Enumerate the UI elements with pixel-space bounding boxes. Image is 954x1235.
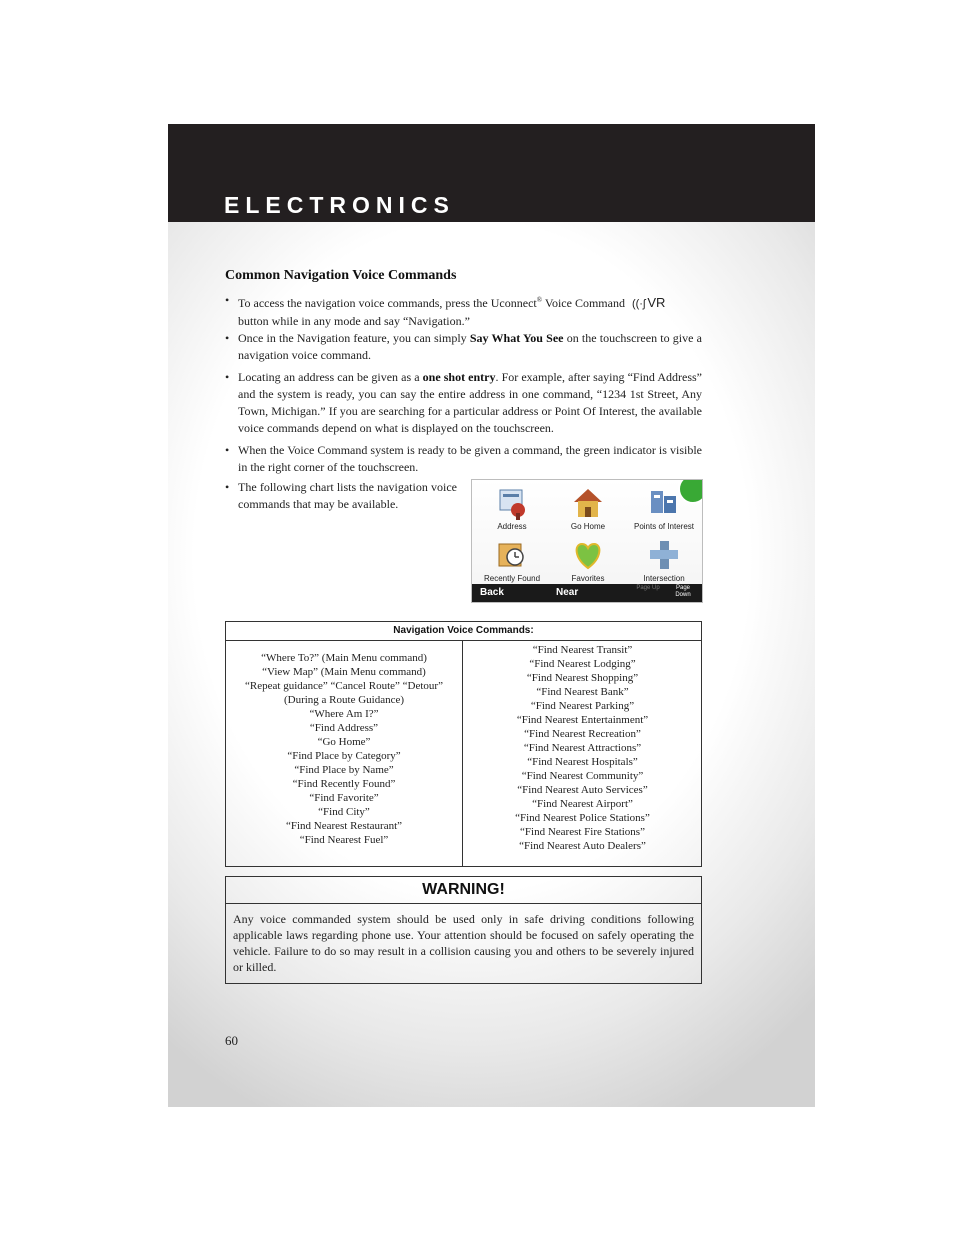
table-cell: “Repeat guidance” “Cancel Route” “Detour” bbox=[245, 680, 443, 692]
nav-tile-points-of-interest: Points of Interest bbox=[626, 486, 702, 531]
table-cell: “Where Am I?” bbox=[309, 708, 379, 720]
table-cell: “Find Nearest Recreation” bbox=[524, 728, 641, 740]
table-cell: “Find Nearest Hospitals” bbox=[527, 756, 638, 768]
table-cell: “Find City” bbox=[318, 806, 370, 818]
table-header: Navigation Voice Commands: bbox=[226, 622, 701, 641]
nav-tile-address: Address bbox=[474, 486, 550, 531]
home-icon bbox=[570, 486, 606, 520]
page-number: 60 bbox=[225, 1033, 238, 1048]
page-up-button[interactable]: Page Up bbox=[636, 585, 660, 591]
nav-tile-go-home: Go Home bbox=[550, 486, 626, 531]
table-cell: “Find Nearest Attractions” bbox=[523, 742, 642, 754]
table-cell: “Find Nearest Bank” bbox=[536, 686, 629, 698]
table-cell: “Find Nearest Community” bbox=[521, 770, 644, 782]
table-column-right bbox=[464, 641, 701, 866]
points-of-interest-icon bbox=[646, 486, 682, 520]
table-cell: “View Map” (Main Menu command) bbox=[262, 666, 426, 678]
page-down-button[interactable]: Page Down bbox=[675, 585, 691, 598]
bullet-chart-intro: • The following chart lists the navigation voice commands that may be available. bbox=[225, 480, 457, 511]
table-cell: “Find Nearest Fire Stations” bbox=[520, 826, 645, 838]
chapter-title: ELECTRONICS bbox=[224, 192, 455, 218]
back-button[interactable]: Back bbox=[480, 587, 504, 598]
table-cell: “Find Place by Category” bbox=[287, 750, 401, 762]
voice-command-icon: ((·ʃ VR bbox=[631, 295, 666, 310]
table-column-left bbox=[226, 641, 463, 866]
bullet-say-what-you-see: • Once in the Navigation feature, you can simply Say What You See on the touchscreen to give a navigation voice command. bbox=[225, 331, 702, 362]
nav-tile-favorites: Favorites bbox=[550, 538, 626, 583]
favorites-icon bbox=[570, 538, 606, 572]
warning-title: WARNING! bbox=[226, 877, 701, 904]
table-cell: “Find Favorite” bbox=[309, 792, 379, 804]
table-cell: “Where To?” (Main Menu command) bbox=[261, 652, 427, 664]
table-cell: “Find Nearest Shopping” bbox=[526, 672, 639, 684]
bullet-one-shot-entry: • Locating an address can be given as a one shot entry. For example, after saying “Find Address” and the system is ready, you can say the entire address in one command, “1234 1st Street, Any Town, Michigan.” If you are searching for a particular address or Point Of Interest, the available voice commands depend on what is displayed on the touchscreen. bbox=[225, 370, 702, 435]
table-cell: “Find Nearest Auto Services” bbox=[517, 784, 648, 796]
page bbox=[168, 124, 815, 1107]
warning-text: Any voice commanded system should be used only in safe driving conditions following applicable laws regarding phone use. Your attention should be focused on safely operating the vehicle. Failure to do so may result in a collision causing you and others to be severely injured or killed. bbox=[233, 912, 694, 974]
table-cell: “Find Nearest Entertainment” bbox=[516, 714, 649, 726]
table-cell: “Find Nearest Police Stations” bbox=[515, 812, 650, 824]
recently-found-icon bbox=[494, 538, 530, 572]
table-cell: “Find Recently Found” bbox=[292, 778, 396, 790]
table-cell: “Find Nearest Restaurant” bbox=[285, 820, 403, 832]
bullet-green-indicator: • When the Voice Command system is ready to be given a command, the green indicator is visible in the right corner of the touchscreen. bbox=[225, 443, 702, 474]
navigation-screen-image bbox=[471, 479, 703, 603]
nav-tile-intersection: Intersection bbox=[626, 538, 702, 583]
intersection-icon bbox=[646, 538, 682, 572]
table-cell: “Find Place by Name” bbox=[294, 764, 394, 776]
table-cell: “Find Nearest Fuel” bbox=[299, 834, 389, 846]
warning-box bbox=[225, 876, 702, 984]
table-cell: “Find Nearest Lodging” bbox=[529, 658, 636, 670]
table-cell: “Find Nearest Airport” bbox=[532, 798, 633, 810]
table-cell: “Find Nearest Parking” bbox=[530, 700, 635, 712]
section-heading: Common Navigation Voice Commands bbox=[225, 268, 457, 283]
table-cell: “Find Address” bbox=[309, 722, 379, 734]
near-button[interactable]: Near bbox=[556, 587, 579, 598]
address-icon bbox=[494, 486, 530, 520]
nav-tile-recently-found: Recently Found bbox=[474, 538, 550, 583]
page-content bbox=[168, 124, 815, 1107]
table-cell: “Find Nearest Transit” bbox=[532, 644, 633, 656]
voice-commands-table bbox=[225, 621, 702, 867]
bullet-voice-access: • To access the navigation voice commands, press the Uconnect® Voice Command ((·ʃ VR button while in any mode and say “Navigation.” bbox=[225, 293, 666, 328]
table-cell: (During a Route Guidance) bbox=[283, 694, 405, 706]
table-cell: “Go Home” bbox=[317, 736, 371, 748]
nav-bottom-bar bbox=[472, 584, 703, 602]
table-cell: “Find Nearest Auto Dealers” bbox=[519, 840, 646, 852]
